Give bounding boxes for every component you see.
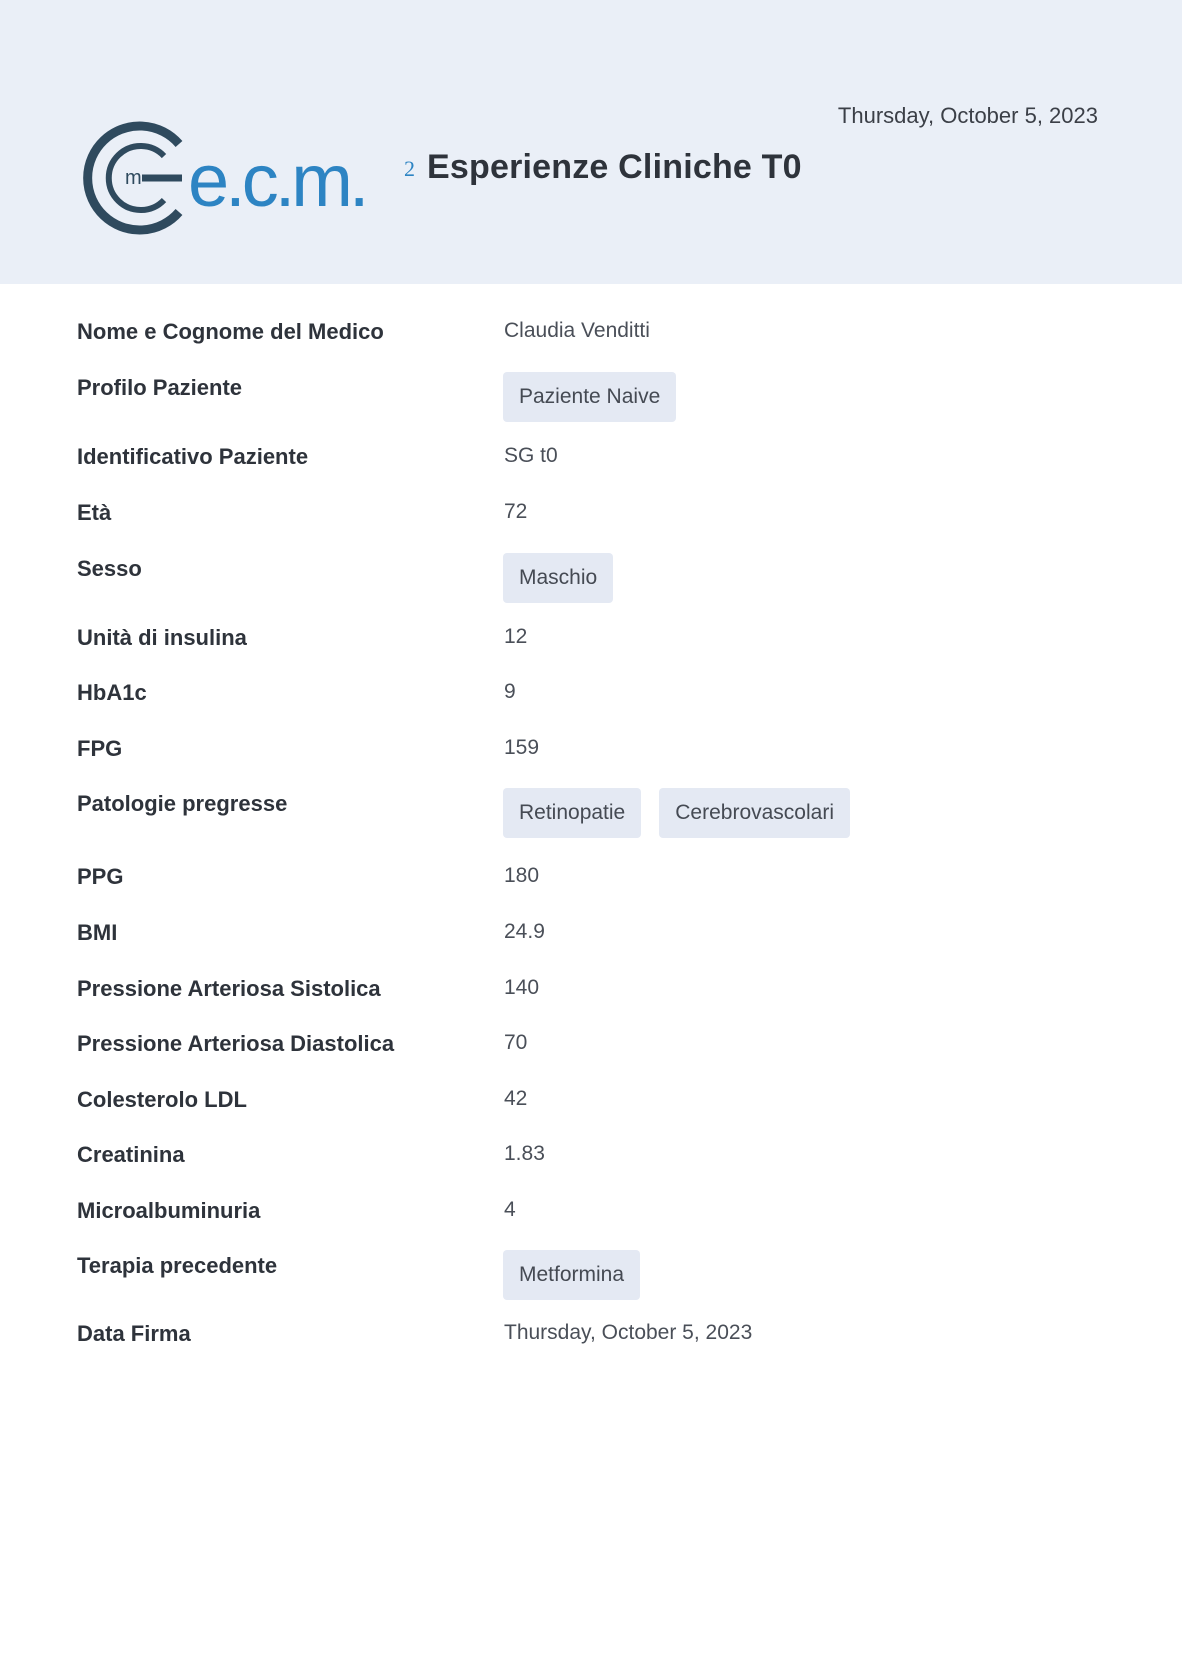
field-label: Colesterolo LDL: [77, 1087, 247, 1112]
field-label: Patologie pregresse: [77, 791, 288, 816]
field-value: 70: [504, 1031, 528, 1054]
ecm-logo: [76, 118, 416, 238]
field-label: PPG: [77, 864, 124, 889]
header-date: Thursday, October 5, 2023: [837, 103, 1098, 128]
field-value: 1.83: [504, 1142, 545, 1165]
field-label: BMI: [77, 920, 118, 945]
tag-chip: Paziente Naive: [503, 372, 676, 422]
tag-chip: Metformina: [503, 1250, 640, 1300]
tag-group: [503, 372, 676, 422]
document-title: Esperienze Cliniche T0: [427, 148, 802, 186]
field-value: 4: [504, 1198, 516, 1221]
field-label: Pressione Arteriosa Diastolica: [77, 1031, 395, 1056]
field-value: 180: [504, 864, 540, 887]
field-label: FPG: [77, 736, 123, 761]
logo-text: e.c.m.: [188, 139, 366, 222]
field-label: Creatinina: [77, 1142, 185, 1167]
logo-inner-letter: m: [125, 167, 142, 189]
field-value: 24.9: [504, 920, 545, 943]
field-label: Pressione Arteriosa Sistolica: [77, 976, 381, 1001]
field-label: HbA1c: [77, 680, 147, 705]
field-label: Profilo Paziente: [77, 375, 243, 400]
field-value: 42: [504, 1087, 528, 1110]
field-label: Età: [77, 500, 112, 525]
tag-group: [503, 553, 613, 603]
field-value: Claudia Venditti: [504, 319, 650, 342]
field-label: Microalbuminuria: [77, 1198, 261, 1223]
field-value: 12: [504, 625, 528, 648]
field-value: 159: [504, 736, 540, 759]
tag-group: [503, 788, 850, 838]
field-label: Data Firma: [77, 1321, 191, 1346]
tag-chip: Retinopatie: [503, 788, 641, 838]
field-label: Nome e Cognome del Medico: [77, 319, 384, 344]
field-value: SG t0: [504, 444, 558, 467]
field-label: Sesso: [77, 556, 142, 581]
tag-chip: Cerebrovascolari: [659, 788, 850, 838]
field-value: 9: [504, 680, 516, 703]
logo-superscript: 2: [404, 156, 415, 181]
field-label: Unità di insulina: [77, 625, 247, 650]
field-label: Terapia precedente: [77, 1253, 278, 1278]
field-label: Identificativo Paziente: [77, 444, 309, 469]
field-value: Thursday, October 5, 2023: [504, 1321, 753, 1344]
tag-chip: Maschio: [503, 553, 613, 603]
tag-group: [503, 1250, 640, 1300]
field-value: 140: [504, 976, 540, 999]
page-header: [0, 0, 1182, 284]
field-value: 72: [504, 500, 528, 523]
